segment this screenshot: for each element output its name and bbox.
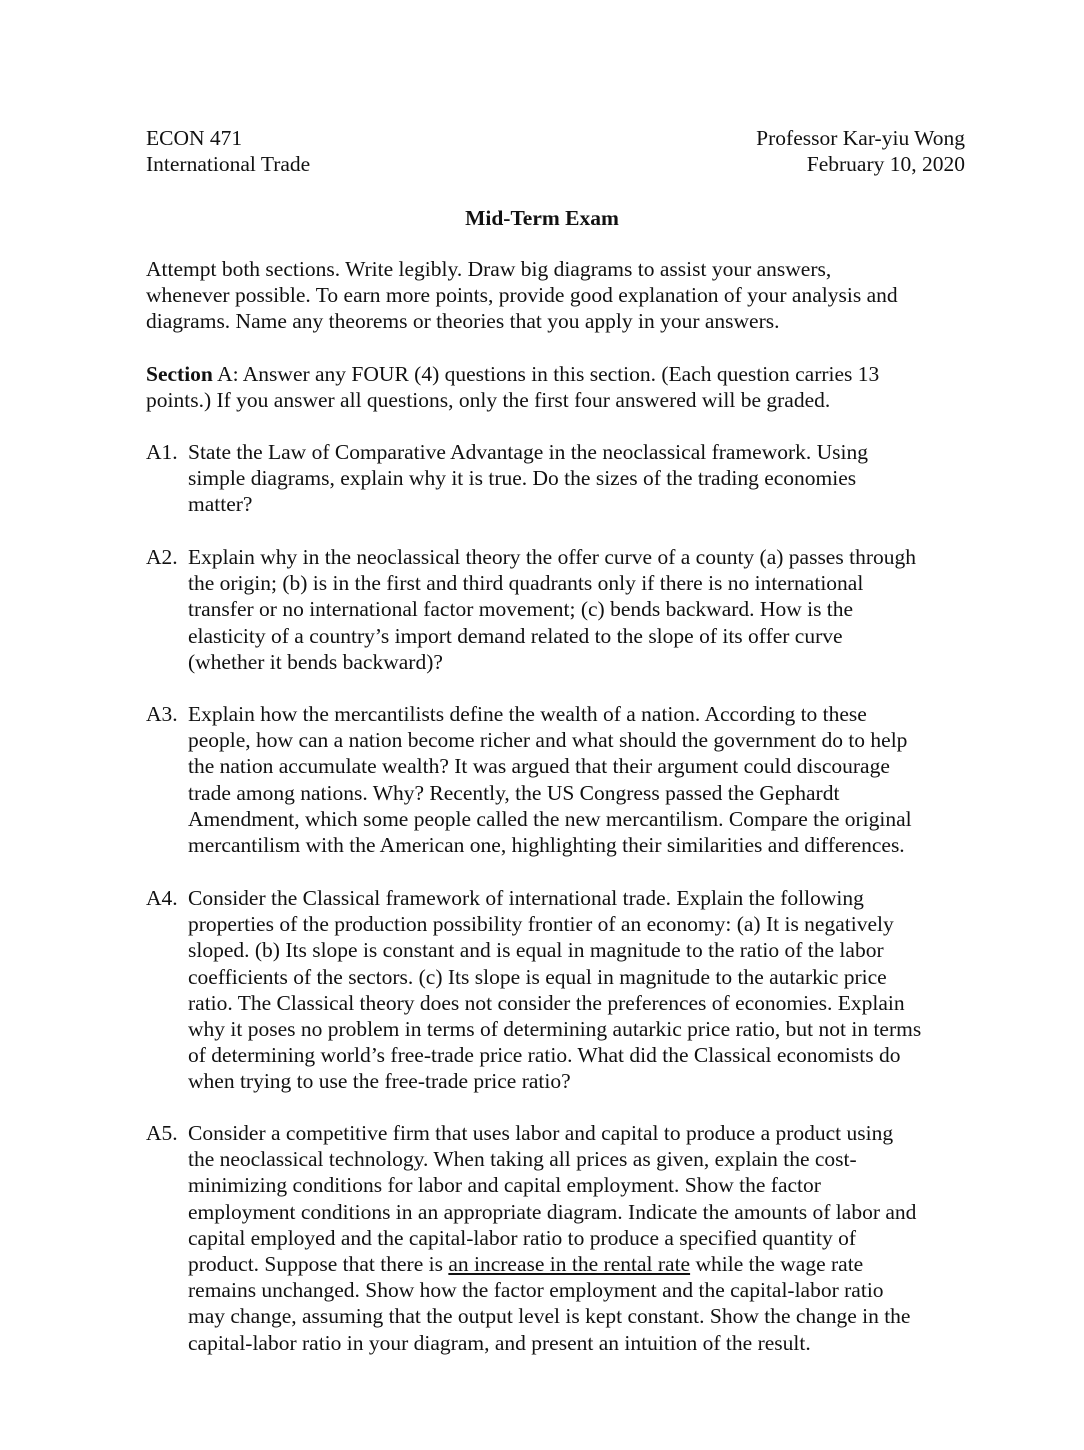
question-label: A4. <box>146 886 178 910</box>
question-label: A1. <box>146 440 178 464</box>
question-label: A2. <box>146 545 178 569</box>
section-text: A: Answer any FOUR (4) questions in this section. (Each question carries 13 <box>212 362 880 386</box>
question-label: A5. <box>146 1121 178 1145</box>
question-line: remains unchanged. Show how the factor employment and the capital-labor ratio <box>188 1278 884 1303</box>
question-line: why it poses no problem in terms of determining autarkic price ratio, but not in terms <box>188 1017 922 1042</box>
professor-name: Professor Kar-yiu Wong <box>756 126 965 150</box>
line-text: product. Suppose that there is <box>188 1252 449 1277</box>
section-text: points.) If you answer all questions, only the first four answered will be graded. <box>146 388 831 413</box>
question-line: Explain why in the neoclassical theory the offer curve of a county (a) passes through <box>188 545 916 569</box>
question-line: of determining world’s free-trade price ratio. What did the Classical economists do <box>188 1043 901 1068</box>
instructions <box>146 256 898 335</box>
course-name: International Trade <box>146 152 311 176</box>
section-label: Section <box>146 362 213 386</box>
instruction-line: Attempt both sections. Write legibly. Draw big diagrams to assist your answers, <box>146 257 832 281</box>
question-a4 <box>146 885 921 1095</box>
course-code: ECON 471 <box>146 126 243 150</box>
question-line: may change, assuming that the output level is kept constant. Show the change in the <box>188 1304 911 1329</box>
question-line: matter? <box>188 492 253 517</box>
exam-date: February 10, 2020 <box>806 152 965 176</box>
question-line: when trying to use the free-trade price ratio? <box>188 1069 571 1094</box>
question-line: the neoclassical technology. When taking all prices as given, explain the cost- <box>188 1147 857 1172</box>
course-header <box>146 125 310 177</box>
question-label: A3. <box>146 702 178 726</box>
question-line: elasticity of a country’s import demand related to the slope of its offer curve <box>188 623 843 648</box>
question-line: employment conditions in an appropriate diagram. Indicate the amounts of labor and <box>188 1199 917 1224</box>
question-line: trade among nations. Why? Recently, the US Congress passed the Gephardt <box>188 780 840 805</box>
page-title: Mid-Term Exam <box>465 206 619 230</box>
question-line: the nation accumulate wealth? It was argued that their argument could discourage <box>188 754 890 779</box>
question-line: people, how can a nation become richer and what should the government do to help <box>188 728 908 753</box>
instruction-line: diagrams. Name any theorems or theories that you apply in your answers. <box>146 309 780 334</box>
question-line: (whether it bends backward)? <box>188 649 443 674</box>
line-text: while the wage rate <box>690 1252 864 1277</box>
instructor-header <box>756 125 965 177</box>
question-line: State the Law of Comparative Advantage in the neoclassical framework. Using <box>188 440 869 464</box>
question-line: coefficients of the sectors. (c) Its slope is equal in magnitude to the autarkic price <box>188 964 887 989</box>
question-line: transfer or no international factor movement; (c) bends backward. How is the <box>188 597 854 622</box>
question-line: minimizing conditions for labor and capital employment. Show the factor <box>188 1173 821 1198</box>
question-line: Amendment, which some people called the new mercantilism. Compare the original <box>188 806 912 831</box>
question-a2 <box>146 544 916 675</box>
section-a-intro <box>146 361 879 413</box>
question-line: the origin; (b) is in the first and third quadrants only if there is no international <box>188 571 864 596</box>
question-line: properties of the production possibility frontier of an economy: (a) It is negatively <box>188 912 894 937</box>
question-line: capital employed and the capital-labor ratio to produce a specified quantity of <box>188 1225 857 1250</box>
question-line: Explain how the mercantilists define the wealth of a nation. According to these <box>188 702 867 726</box>
question-line: Consider a competitive firm that uses labor and capital to produce a product using <box>188 1121 894 1145</box>
underlined-emphasis: an increase in the rental rate <box>448 1252 691 1277</box>
question-a3 <box>146 701 912 858</box>
question-line: sloped. (b) Its slope is constant and is equal in magnitude to the ratio of the labor <box>188 938 884 963</box>
question-a5 <box>146 1120 916 1356</box>
question-line: ratio. The Classical theory does not consider the preferences of economies. Explain <box>188 990 905 1015</box>
question-line <box>188 1251 916 1277</box>
question-a1 <box>146 439 868 518</box>
question-line: simple diagrams, explain why it is true. Do the sizes of the trading economies <box>188 466 857 491</box>
question-line: Consider the Classical framework of international trade. Explain the following <box>188 886 864 910</box>
question-line: mercantilism with the American one, highlighting their similarities and differences. <box>188 833 905 858</box>
instruction-line: whenever possible. To earn more points, provide good explanation of your analysis and <box>146 283 898 308</box>
question-line: capital-labor ratio in your diagram, and present an intuition of the result. <box>188 1330 811 1355</box>
